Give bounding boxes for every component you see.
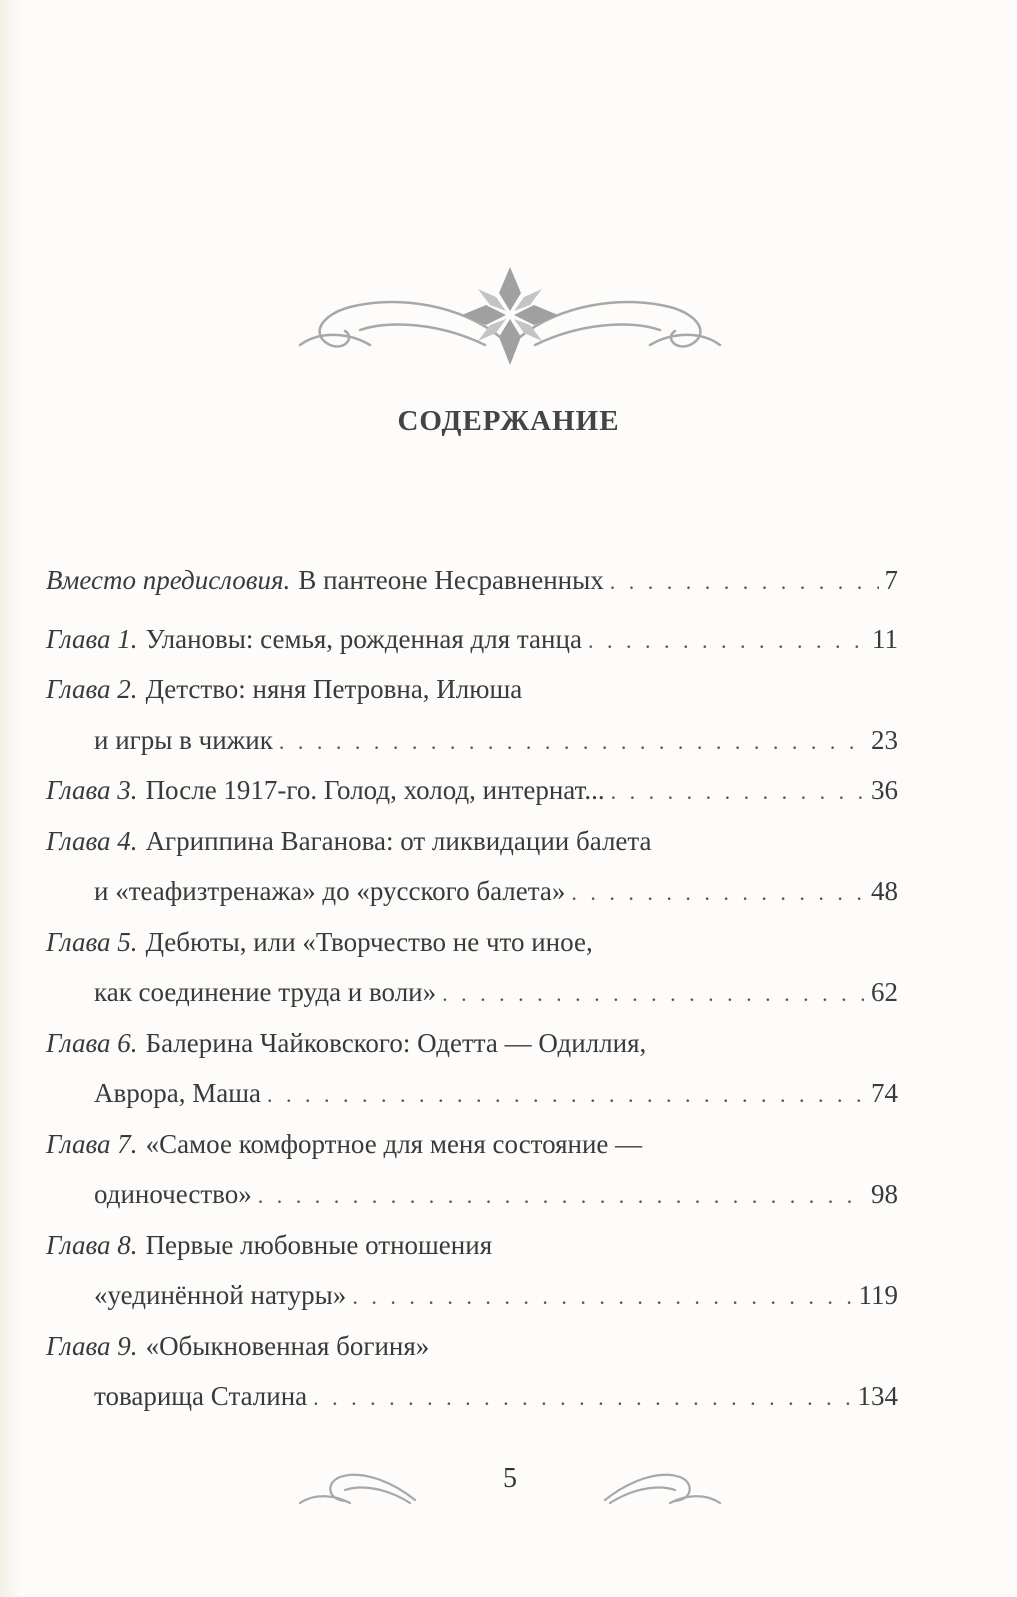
entry-label: Глава 1. (46, 623, 138, 654)
entry-title-cont: товарища Сталина (94, 1381, 308, 1411)
toc-line (46, 816, 898, 867)
toc-line-continued (46, 1169, 898, 1220)
toc-line-continued (46, 866, 898, 917)
leader-dots (279, 717, 865, 768)
toc-entry-chapter-8 (46, 1220, 898, 1321)
toc-line (46, 1119, 898, 1170)
toc-entry-chapter-1 (46, 614, 898, 665)
entry-title-cont: и «теафизтренажа» до «русского балета» (94, 876, 566, 906)
toc-line-continued (46, 715, 898, 766)
toc-entry-chapter-3 (46, 765, 898, 816)
entry-label: Глава 5. (46, 926, 138, 957)
toc-line (46, 917, 898, 968)
leader-dots (313, 1373, 851, 1424)
page-title: СОДЕРЖАНИЕ (397, 405, 620, 437)
table-of-contents (46, 555, 898, 1422)
entry-title: Агриппина Ваганова: от ликвидации балета (145, 825, 652, 856)
entry-label: Глава 9. (46, 1330, 138, 1361)
toc-entry-preface (46, 555, 898, 606)
toc-line-continued (46, 1270, 898, 1321)
page-number: 74 (871, 1078, 898, 1108)
leader-dots (267, 1070, 865, 1121)
page-number: 98 (871, 1179, 898, 1209)
toc-line (46, 555, 898, 606)
page-number: 23 (871, 724, 898, 755)
toc-entry-chapter-6 (46, 1018, 898, 1119)
toc-entry-chapter-7 (46, 1119, 898, 1220)
page-number-footer: 5 (503, 1463, 517, 1494)
toc-line-continued (46, 1371, 898, 1422)
toc-line (46, 664, 898, 715)
entry-title: Балерина Чайковского: Одетта — Одиллия, (145, 1027, 647, 1058)
leader-dots (258, 1171, 865, 1222)
page-binding-edge (0, 0, 22, 1597)
toc-line (46, 614, 898, 665)
page-number: 36 (871, 775, 898, 805)
leader-dots (571, 868, 865, 919)
entry-label: Глава 6. (46, 1027, 138, 1058)
leader-dots (588, 616, 866, 667)
entry-title-cont: одиночество» (94, 1179, 252, 1209)
toc-line (46, 765, 898, 816)
entry-title: В пантеоне Несравненных (298, 565, 604, 595)
toc-line (46, 1321, 898, 1372)
entry-label: Глава 2. (46, 674, 138, 704)
page-number: 62 (871, 977, 898, 1007)
leader-dots (610, 557, 879, 608)
leader-dots (611, 767, 865, 818)
page-number: 7 (884, 565, 898, 595)
page-footer (290, 1445, 730, 1525)
leader-dots (442, 969, 865, 1020)
page-number: 11 (872, 623, 898, 654)
entry-title-cont: как соединение труда и воли» (94, 977, 437, 1007)
entry-title-cont: и игры в чижик (94, 724, 273, 755)
toc-entry-chapter-9 (46, 1321, 898, 1422)
entry-title: «Обыкновенная богиня» (145, 1330, 430, 1361)
entry-label: Вместо предисловия. (46, 565, 291, 595)
entry-title: Детство: няня Петровна, Илюша (145, 674, 523, 704)
entry-title: «Самое комфортное для меня состояние — (145, 1128, 643, 1159)
toc-entry-chapter-5 (46, 917, 898, 1018)
page-number: 119 (858, 1280, 898, 1310)
entry-label: Глава 3. (46, 775, 138, 805)
entry-title-cont: Аврора, Маша (94, 1078, 261, 1108)
entry-title: Первые любовные отношения (145, 1229, 493, 1260)
toc-entry-chapter-4 (46, 816, 898, 917)
entry-title: Улановы: семья, рожденная для танца (145, 623, 582, 654)
flourish-ornament-icon (290, 245, 730, 375)
entry-title: После 1917-го. Голод, холод, интернат... (145, 775, 605, 805)
entry-label: Глава 7. (46, 1128, 138, 1159)
toc-line-continued (46, 1068, 898, 1119)
page-number: 134 (857, 1381, 898, 1411)
toc-line-continued (46, 967, 898, 1018)
toc-line (46, 1220, 898, 1271)
entry-title-cont: «уединённой натуры» (94, 1280, 347, 1310)
toc-entry-chapter-2 (46, 664, 898, 765)
entry-label: Глава 4. (46, 825, 138, 856)
leader-dots (352, 1272, 852, 1323)
page-number: 48 (871, 876, 898, 906)
toc-line (46, 1018, 898, 1069)
entry-title: Дебюты, или «Творчество не что иное, (145, 926, 593, 957)
entry-label: Глава 8. (46, 1229, 138, 1260)
